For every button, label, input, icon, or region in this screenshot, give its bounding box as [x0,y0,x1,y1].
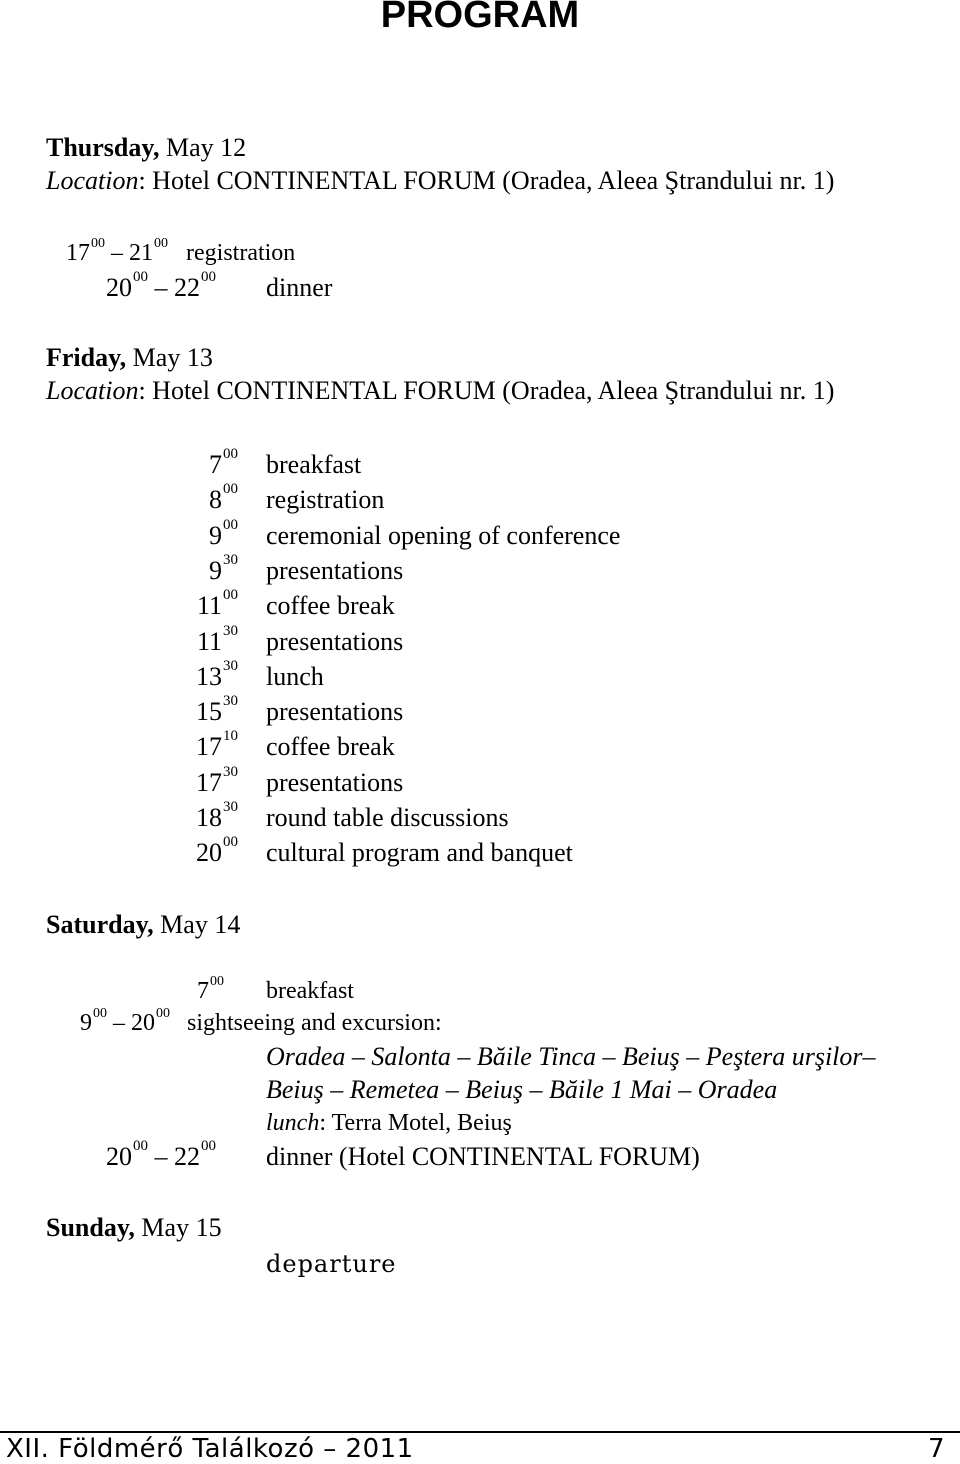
schedule-time: $9^{00}$ [209,517,238,550]
schedule-time: $9^{30}$ [209,552,238,585]
schedule-time: $7^{00}$ [197,974,224,1004]
schedule-time: $17^{30}$ [196,764,238,797]
location-text: : Hotel CONTINENTAL FORUM (Oradea, Aleea Ştrandului nr. 1) [138,166,835,195]
schedule-item: $20^{00} - 22^{00}$ [106,269,216,302]
schedule-text: breakfast [266,978,354,1004]
location-friday [46,376,834,406]
schedule-text: registration [186,240,296,266]
excursion-route: Beiuş – Remetea – Beiuş – Băile 1 Mai – Oradea [266,1075,778,1104]
day-heading-saturday [46,910,240,940]
page-title: PROGRAM [380,0,580,36]
schedule-text: ceremonial opening of conference [266,521,621,550]
day-name: Saturday, [46,910,154,939]
day-name: Thursday, [46,133,160,162]
schedule-time: $11^{30}$ [196,623,238,656]
schedule-text: presentations [266,556,404,585]
schedule-text: coffee break [266,732,395,761]
schedule-time: $8^{00}$ [209,481,238,514]
schedule-text: presentations [266,697,404,726]
location-label: Location [46,376,139,405]
day-date: May 12 [159,133,247,162]
schedule-time: $17^{10}$ [196,728,238,761]
schedule-time: $9^{00} - 20^{00}$ [80,1006,170,1036]
excursion-route: Oradea – Salonta – Băile Tinca – Beiuş – Peştera urşilor– [266,1042,876,1071]
day-heading-thursday [46,133,246,163]
schedule-time: $15^{30}$ [196,693,238,726]
day-heading-sunday [46,1213,222,1243]
schedule-text: lunch [266,662,324,691]
schedule-text: dinner [266,273,333,302]
day-date: May 15 [134,1213,222,1242]
schedule-text: breakfast [266,450,362,479]
location-thursday [46,166,834,196]
schedule-time: $11^{00}$ [196,587,238,620]
day-date: May 14 [153,910,241,939]
schedule-time: $18^{30}$ [196,799,238,832]
schedule-text: coffee break [266,591,395,620]
day-name: Sunday, [46,1213,135,1242]
location-label: Location [46,166,139,195]
schedule-text: sightseeing and excursion: [187,1010,442,1036]
footer-title: XII. Földmérő Találkozó – 2011 [6,1434,414,1464]
schedule-text: departure [266,1250,397,1278]
schedule-text: cultural program and banquet [266,838,573,867]
schedule-text: presentations [266,627,404,656]
schedule-time: $20^{00}$ [196,834,238,867]
schedule-text: round table discussions [266,803,509,832]
page-number: 7 [928,1434,946,1464]
schedule-item: $17^{00} - 21^{00}$ [66,236,168,266]
schedule-text: dinner (Hotel CONTINENTAL FORUM) [266,1142,700,1171]
excursion-lunch: lunch: Terra Motel, Beiuş [266,1110,512,1136]
schedule-time: $13^{30}$ [196,658,238,691]
schedule-text: registration [266,485,385,514]
day-name: Friday, [46,343,127,372]
location-text: : Hotel CONTINENTAL FORUM (Oradea, Aleea Ştrandului nr. 1) [138,376,835,405]
schedule-time: $20^{00} - 22^{00}$ [106,1138,216,1171]
day-heading-friday [46,343,213,373]
footer-divider [0,1431,960,1433]
day-date: May 13 [126,343,213,372]
schedule-text: presentations [266,768,404,797]
schedule-time: $7^{00}$ [209,446,238,479]
